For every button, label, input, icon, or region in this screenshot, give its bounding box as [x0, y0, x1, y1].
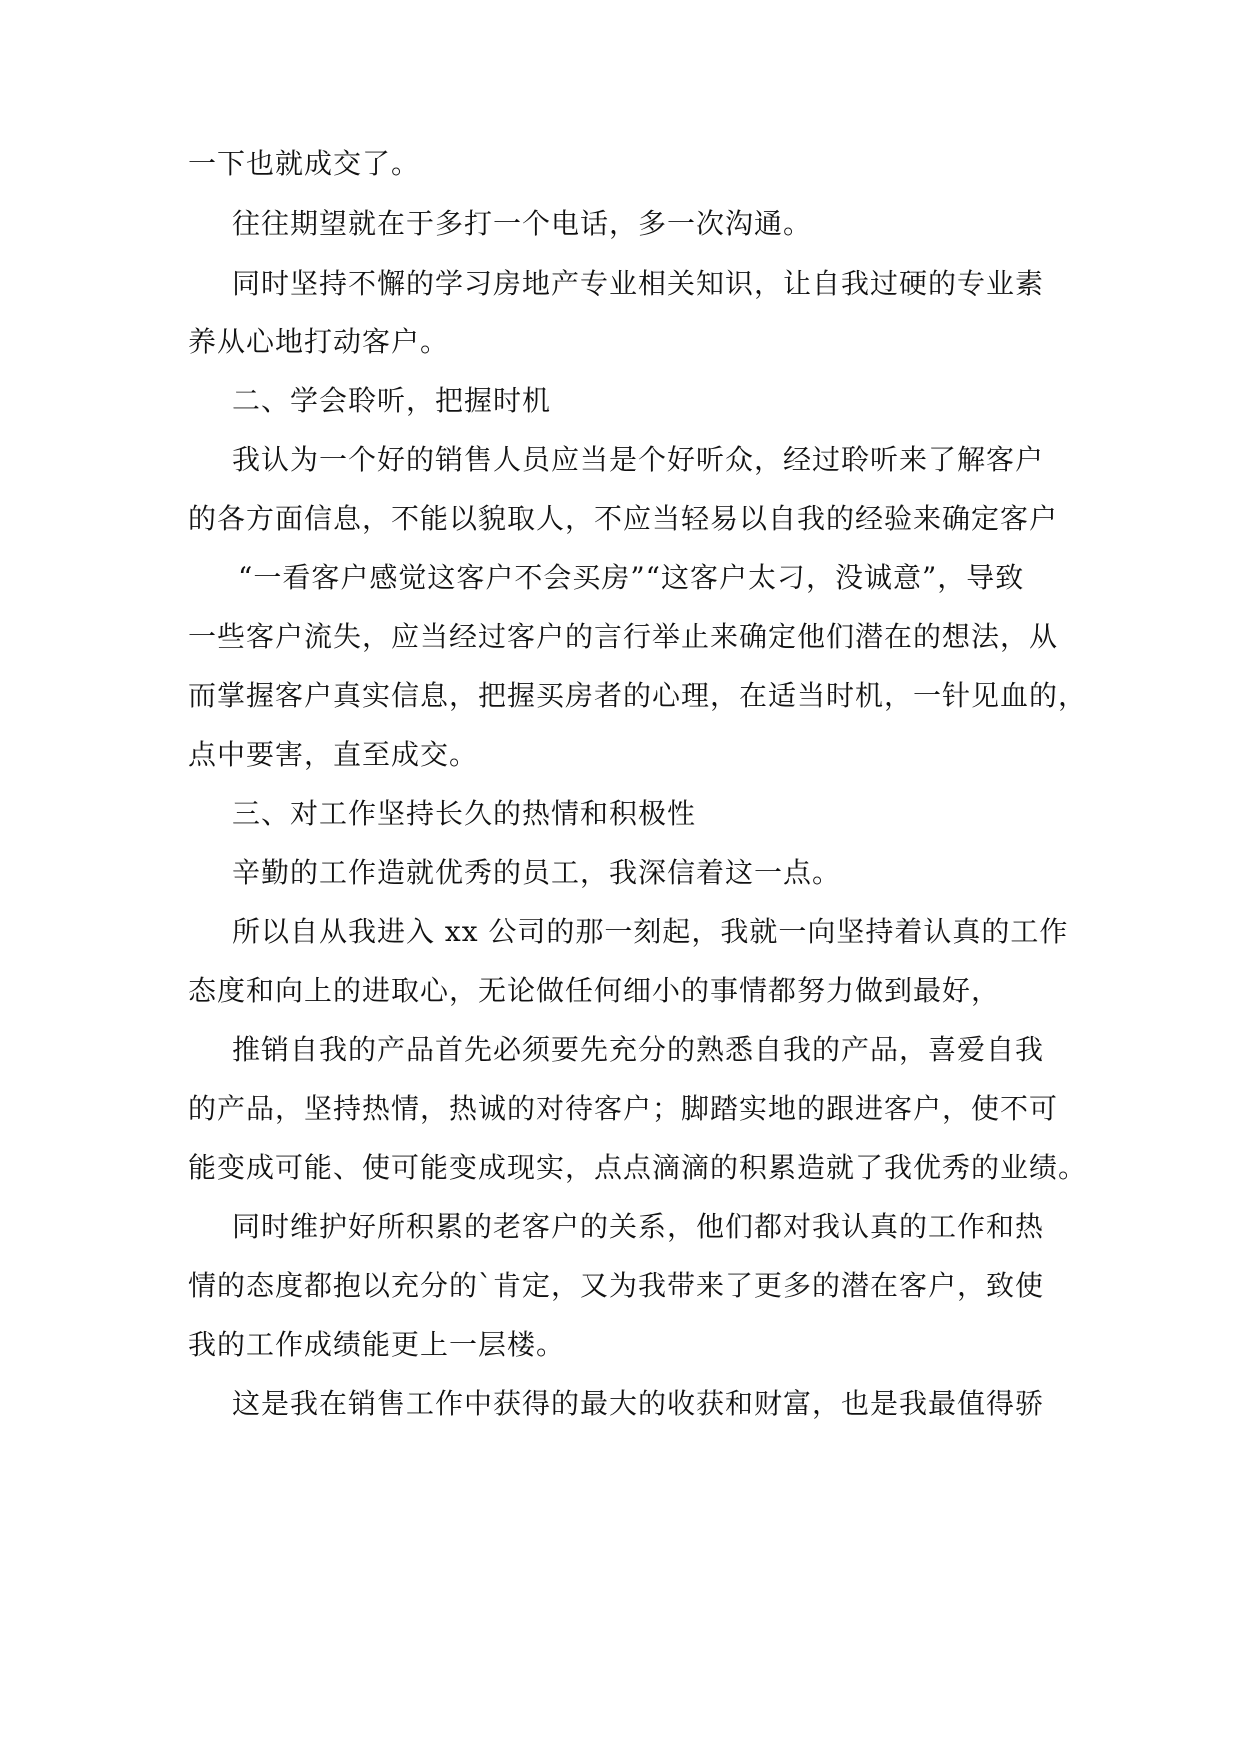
text-line: 往往期望就在于多打一个电话，多一次沟通。 — [232, 207, 813, 240]
text-line: 同时维护好所积累的老客户的关系，他们都对我认真的工作和热 — [232, 1210, 1045, 1243]
text-line: 我的工作成绩能更上一层楼。 — [188, 1328, 566, 1361]
text-line: 态度和向上的进取心，无论做任何细小的事情都努力做到最好， — [188, 974, 1001, 1007]
text-line: 而掌握客户真实信息，把握买房者的心理，在适当时机，一针见血的， — [188, 679, 1088, 712]
text-line: “一看客户感觉这客户不会买房”“这客户太刁，没诚意”，导致 — [238, 561, 1025, 594]
text-line: 同时坚持不懈的学习房地产专业相关知识，让自我过硬的专业素 — [232, 267, 1045, 300]
text-line: 推销自我的产品首先必须要先充分的熟悉自我的产品，喜爱自我 — [232, 1033, 1045, 1066]
text-line: 一下也就成交了。 — [188, 147, 421, 180]
text-line: 所以自从我进入 xx 公司的那一刻起，我就一向坚持着认真的工作 — [232, 915, 1069, 948]
text-line: 能变成可能、使可能变成现实，点点滴滴的积累造就了我优秀的业绩。 — [188, 1151, 1088, 1184]
section-heading: 三、对工作坚持长久的热情和积极性 — [232, 797, 697, 830]
text-line: 我认为一个好的销售人员应当是个好听众，经过聆听来了解客户 — [232, 443, 1045, 476]
text-line: 辛勤的工作造就优秀的员工，我深信着这一点。 — [232, 856, 842, 889]
text-line: 养从心地打动客户。 — [188, 325, 450, 358]
text-line: 的各方面信息，不能以貌取人，不应当轻易以自我的经验来确定客户 — [188, 502, 1059, 535]
text-line: 这是我在销售工作中获得的最大的收获和财富，也是我最值得骄 — [232, 1387, 1045, 1420]
text-line: 情的态度都抱以充分的`肯定，又为我带来了更多的潜在客户，致使 — [188, 1269, 1045, 1302]
text-line: 点中要害，直至成交。 — [188, 738, 479, 771]
section-heading: 二、学会聆听，把握时机 — [232, 384, 552, 417]
text-line: 一些客户流失，应当经过客户的言行举止来确定他们潜在的想法，从 — [188, 620, 1059, 653]
text-line: 的产品，坚持热情，热诚的对待客户；脚踏实地的跟进客户，使不可 — [188, 1092, 1059, 1125]
